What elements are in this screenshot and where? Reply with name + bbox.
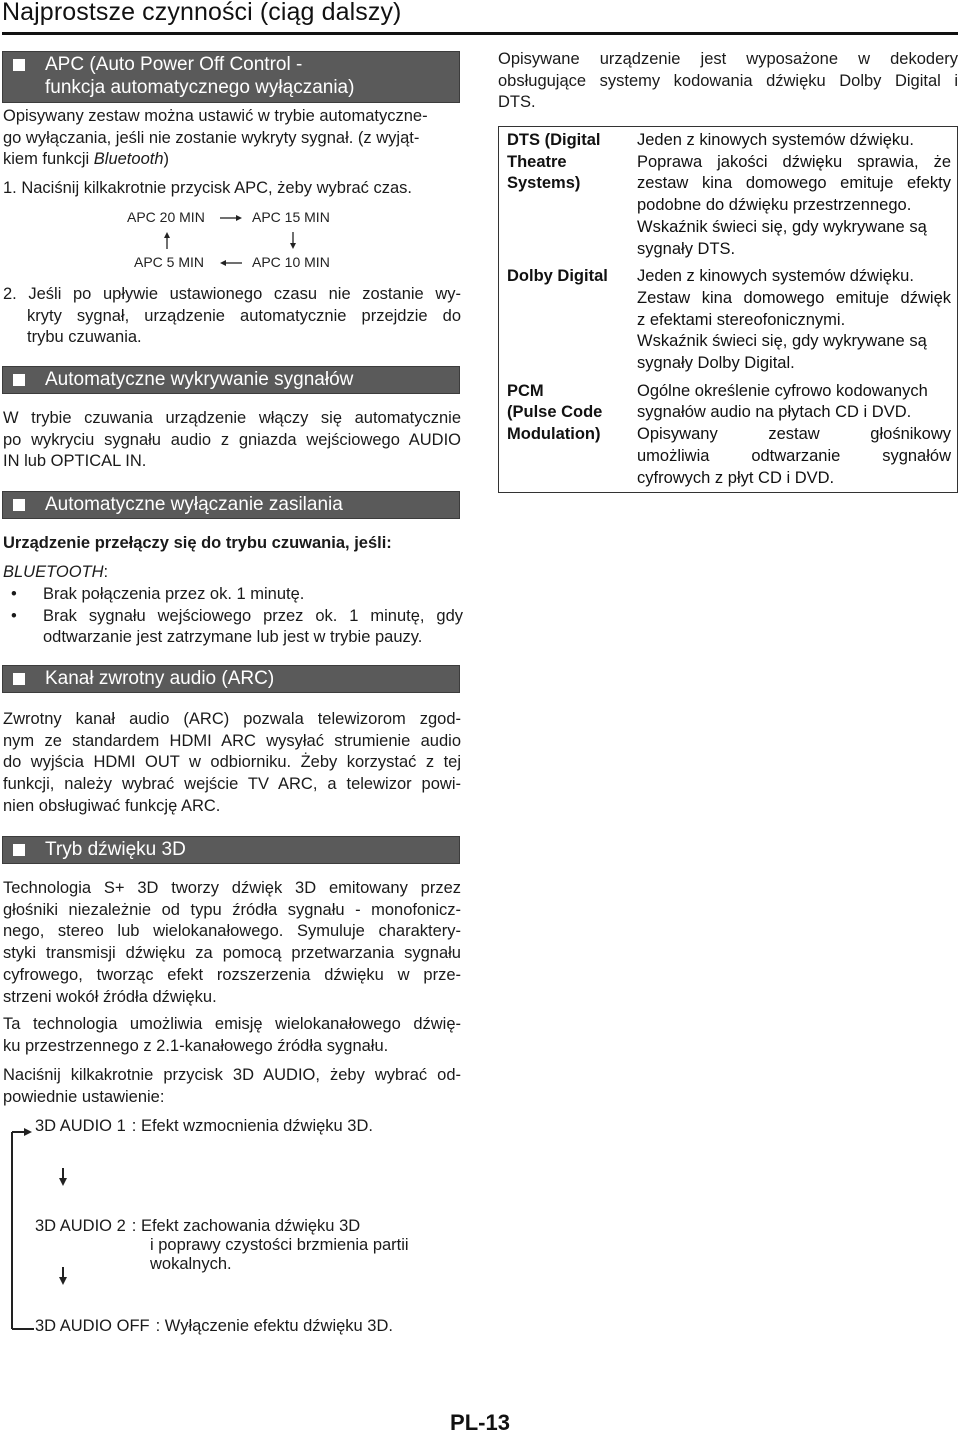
- square-bullet-icon: [13, 499, 25, 511]
- apc-intro-line: [3, 149, 461, 171]
- decoder-desc-line: umożliwia odtwarzanie sygnałów: [637, 446, 951, 465]
- decoder-name-line: Dolby Digital: [507, 267, 608, 286]
- decoder-desc-line: Wskaźnik świeci się, gdy wykrywane są: [637, 332, 927, 351]
- mode3d-opt1: [35, 1116, 373, 1138]
- opt-desc: : Efekt wzmocnienia dźwięku 3D.: [131, 1117, 373, 1135]
- apc-cycle-20: APC 20 MIN: [127, 209, 205, 225]
- opt-name: 3D AUDIO 2: [35, 1217, 126, 1235]
- auto-off-heading: [3, 492, 459, 518]
- mode3d-line: styki transmisji dźwięku za pomocą przetwarzania sygnału: [3, 944, 461, 963]
- table-row: [499, 378, 958, 493]
- opt-desc: i poprawy czystości brzmienia partii: [150, 1236, 409, 1254]
- bluetooth-label: BLUETOOTH: [3, 563, 104, 581]
- square-bullet-icon: [13, 59, 25, 71]
- square-bullet-icon: [13, 374, 25, 386]
- decoder-desc-line: sygnały DTS.: [637, 239, 736, 258]
- apc-cycle-10: APC 10 MIN: [252, 254, 330, 270]
- apc-intro-line: Opisywany zestaw można ustawić w trybie automatyczne-: [3, 107, 428, 125]
- decoder-name-line: PCM: [507, 381, 544, 400]
- table-row: [499, 127, 958, 264]
- decoder-desc-line: Opisywany zestaw głośnikowy: [637, 425, 951, 444]
- arc-line: nien obsługiwać funkcję ARC.: [3, 796, 221, 815]
- auto-off-heading-label: Automatyczne wyłączanie zasilania: [45, 494, 343, 515]
- colon: :: [103, 563, 109, 581]
- apc-heading-line1: APC (Auto Power Off Control -: [45, 54, 303, 75]
- auto-detect-heading-label: Automatyczne wykrywanie sygnałów: [45, 369, 354, 390]
- decoders-intro-line: Opisywane urządzenie jest wyposażone w dekodery: [498, 50, 958, 68]
- square-bullet-icon: [13, 673, 25, 685]
- decoder-desc-line: podobne do dźwięku przestrzennego.: [637, 196, 912, 215]
- mode3d-line: Ta technologia umożliwia emisję wielokanałowego dźwię-: [3, 1015, 461, 1033]
- decoder-desc-line: sygnały Dolby Digital.: [637, 354, 795, 373]
- mode3d-line: Naciśnij kilkakrotnie przycisk 3D AUDIO, żeby wybrać od-: [3, 1066, 461, 1084]
- decoder-name-line: Modulation): [507, 425, 601, 444]
- mode3d-opt2: [35, 1216, 360, 1238]
- auto-off-bluetooth: [3, 562, 108, 584]
- bluetooth-italic: Bluetooth: [93, 150, 164, 169]
- mode3d-p2: [3, 1014, 461, 1057]
- decoder-name: [499, 263, 632, 378]
- decoder-desc-line: cyfrowych z płyt CD i DVD.: [637, 468, 835, 487]
- apc-cycle-arrows-icon: [120, 205, 360, 275]
- mode3d-line: powiednie ustawienie:: [3, 1087, 165, 1106]
- apc-heading-line2: funkcja automatycznego wyłączania): [45, 77, 355, 98]
- mode3d-opt3: [35, 1316, 393, 1338]
- apc-step2-line: 2. Jeśli po upływie ustawionego czasu nie zostanie wy-: [3, 285, 461, 303]
- decoder-desc-line: Jeden z kinowych systemów dźwięku.: [637, 131, 914, 149]
- auto-off-lead: Urządzenie przełączy się do trybu czuwania, jeśli:: [3, 534, 392, 552]
- auto-detect-text: [3, 408, 461, 473]
- decoder-name-line: DTS (Digital: [507, 131, 601, 149]
- decoder-desc-line: Zestaw kina domowego emituje dźwięk: [637, 288, 951, 307]
- mode3d-p3: [3, 1065, 461, 1108]
- apc-intro-line: go wyłączania, jeśli nie zostanie wykryty sygnał. (z wyjąt-: [3, 128, 420, 147]
- mode3d-heading: [3, 837, 459, 863]
- apc-intro: [3, 106, 461, 171]
- apc-step2-line: kryty sygnał, urządzenie automatycznie przejdzie do: [27, 306, 461, 325]
- mode3d-opt2-cont: [150, 1236, 409, 1274]
- decoder-desc-line: sygnałów audio na płytach CD i DVD.: [637, 403, 912, 422]
- arc-line: nym ze standardem HDMI ARC wysyłać strumienie audio: [3, 731, 461, 750]
- page-number: PL-13: [450, 1410, 510, 1435]
- list-item: [3, 606, 463, 649]
- arc-line: funkcji, należy wybrać wejście TV ARC, a telewizor powi-: [3, 775, 461, 794]
- decoder-desc: [631, 378, 958, 493]
- square-bullet-icon: [13, 844, 25, 856]
- decoders-intro-line: obsługujące systemy kodowania dźwięku Dolby Digital i: [498, 71, 958, 90]
- apc-step2: [3, 284, 461, 349]
- mode3d-line: głośniki niezależnie od typu źródła sygnału - monofonicz-: [3, 900, 461, 919]
- bullet-text: Brak połączenia przez ok. 1 minutę.: [43, 585, 305, 603]
- decoder-desc-line: zestaw kina domowego emituje efekty: [637, 174, 951, 193]
- decoders-intro: [498, 49, 958, 114]
- bullet-dot: •: [11, 585, 17, 603]
- text-span: ): [163, 150, 170, 169]
- page-title: Najprostsze czynności (ciąg dalszy): [2, 0, 402, 26]
- decoder-name-line: Systems): [507, 174, 581, 193]
- decoder-desc-line: z efektami stereofonicznymi.: [637, 310, 846, 329]
- arc-line: Zwrotny kanał audio (ARC) pozwala telewizorom zgod-: [3, 710, 461, 728]
- decoder-desc: [631, 127, 958, 264]
- opt-desc: wokalnych.: [150, 1255, 232, 1273]
- decoder-desc-line: Wskaźnik świeci się, gdy wykrywane są: [637, 217, 927, 236]
- decoder-table: [498, 126, 958, 493]
- apc-step1: 1. Naciśnij kilkakrotnie przycisk APC, żeby wybrać czas.: [3, 179, 412, 197]
- apc-heading: [3, 52, 459, 102]
- auto-detect-heading: [3, 367, 459, 393]
- apc-step2-line: trybu czuwania.: [27, 328, 142, 347]
- mode3d-line: Technologia S+ 3D tworzy dźwięk 3D emitowany przez: [3, 879, 461, 897]
- arc-line: do wyjścia HDMI OUT w odbiorniku. Żeby korzystać z tej: [3, 753, 461, 772]
- auto-detect-line: po wykryciu sygnału audio z gniazda wejściowego AUDIO: [3, 430, 461, 449]
- mode3d-heading-label: Tryb dźwięku 3D: [45, 839, 186, 860]
- decoder-desc-line: Jeden z kinowych systemów dźwięku.: [637, 267, 914, 286]
- decoder-desc-line: Poprawa jakości dźwięku sprawia, że: [637, 152, 951, 171]
- opt-name: 3D AUDIO OFF: [35, 1317, 150, 1335]
- decoder-name: [499, 378, 632, 493]
- apc-cycle-15: APC 15 MIN: [252, 209, 330, 225]
- mode3d-p1: [3, 878, 461, 1008]
- decoder-name-line: Theatre: [507, 152, 567, 171]
- mode3d-line: ku przestrzennego z 2.1-kanałowego źródła sygnału.: [3, 1036, 389, 1055]
- text-span: kiem funkcji: [3, 150, 94, 169]
- opt-desc: : Efekt zachowania dźwięku 3D: [131, 1217, 361, 1235]
- arc-text: [3, 709, 461, 818]
- table-row: [499, 263, 958, 378]
- auto-detect-line: W trybie czuwania urządzenie włączy się automatycznie: [3, 409, 461, 427]
- arc-heading-label: Kanał zwrotny audio (ARC): [45, 668, 275, 689]
- decoder-name: [499, 127, 632, 264]
- title-rule: [2, 32, 958, 35]
- list-item: [3, 584, 463, 606]
- decoder-desc: [631, 263, 958, 378]
- arc-heading: [3, 666, 459, 692]
- decoder-desc-line: Ogólne określenie cyfrowo kodowanych: [637, 381, 928, 400]
- bullet-dot: •: [11, 606, 17, 625]
- decoder-name-line: (Pulse Code: [507, 403, 603, 422]
- bullet-text: [43, 606, 463, 649]
- bullet-line: Brak sygnału wejściowego przez ok. 1 minutę, gdy: [43, 606, 463, 625]
- decoders-intro-line: DTS.: [498, 93, 536, 112]
- mode3d-line: nego, stereo lub wielokanałowego. Symuluje charaktery-: [3, 922, 461, 941]
- opt-desc: : Wyłączenie efektu dźwięku 3D.: [155, 1317, 393, 1335]
- opt-name: 3D AUDIO 1: [35, 1117, 126, 1135]
- bullet-line: odtwarzanie jest zatrzymane lub jest w trybie pauzy.: [43, 628, 423, 647]
- auto-off-bullets: [3, 584, 463, 649]
- apc-cycle-5: APC 5 MIN: [134, 254, 205, 270]
- mode3d-line: cyfrowego, tworząc efekt rozszerzenia dźwięku w prze-: [3, 965, 461, 984]
- auto-detect-line: IN lub OPTICAL IN.: [3, 452, 147, 471]
- mode3d-line: strzeni wokół źródła dźwięku.: [3, 987, 217, 1006]
